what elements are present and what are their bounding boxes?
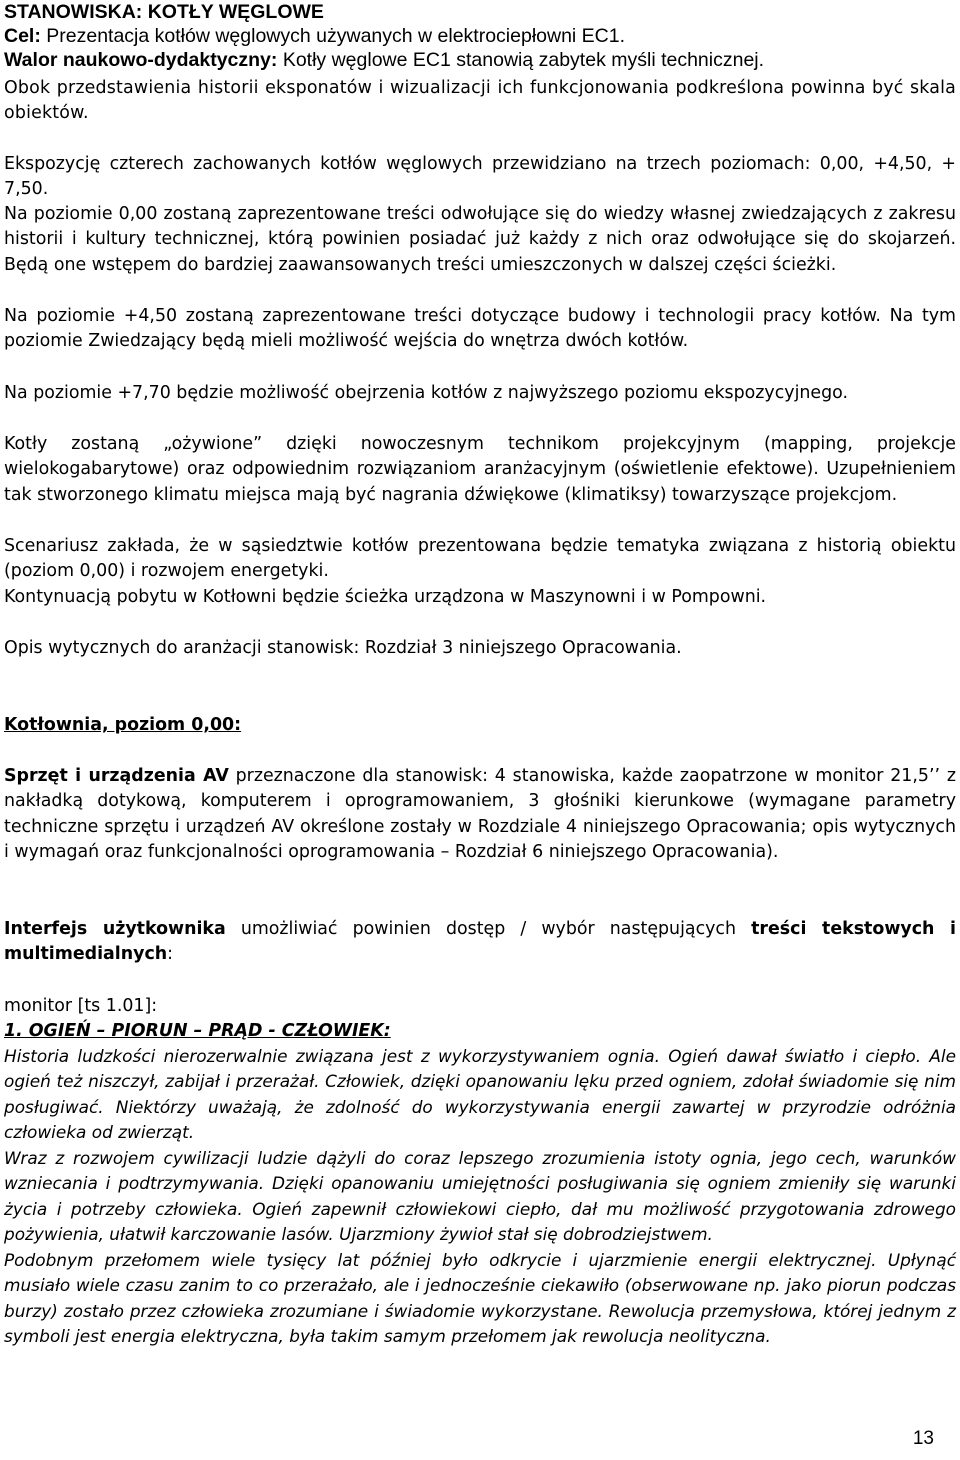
page-number: 13 [912, 1428, 934, 1449]
intro-paragraph-3: Na poziomie 0,00 zostaną zaprezentowane treści odwołujące się do wiedzy własnej zwiedzających z zakresu historii i kultury technicznej, którą powinien posiadać już każdy z nich oraz odwołujące się do skojarzeń. Będą one wstępem do bardziej zaawansowanych treści umieszczonych w dalszej części ścieżki. [4, 204, 956, 275]
goal-line: Cel: Prezentacja kotłów węglowych używanych w elektrociepłowni EC1. [4, 25, 626, 47]
topic-title: 1. OGIEŃ – PIORUN – PRĄD - CZŁOWIEK: [4, 1021, 391, 1041]
intro-paragraph-8: Kontynuacją pobytu w Kotłowni będzie ścieżka urządzona w Maszynowni i w Pompowni. [4, 587, 767, 607]
intro-paragraph-6: Kotły zostaną „ożywione” dzięki nowoczesnym technikom projekcyjnym (mapping, projekcje wielokogabarytowe) oraz odpowiednim rozwiązaniom aranżacyjnym (oświetlenie efektowe). Uzupełnieniem tak stworzonego klimatu miejsca mają być nagrania dźwiękowe (klimatiksy) towarzyszące projekcjom. [4, 434, 956, 505]
intro-paragraph-1: Obok przedstawienia historii eksponatów i wizualizacji ich funkcjonowania podkreślona powinna być skala obiektów. [4, 78, 956, 124]
page-title: STANOWISKA: KOTŁY WĘGLOWE [4, 1, 324, 23]
monitor-label: monitor [ts 1.01]: [4, 996, 158, 1016]
section-heading: Kotłownia, poziom 0,00: [4, 715, 242, 735]
intro-paragraph-9: Opis wytycznych do aranżacji stanowisk: Rozdział 3 niniejszego Opracowania. [4, 638, 682, 658]
intro-paragraph-7: Scenariusz zakłada, że w sąsiedztwie kotłów prezentowana będzie tematyka związana z historią obiektu (poziom 0,00) i rozwojem energetyki. [4, 536, 956, 582]
header-block [4, 0, 956, 72]
topic-paragraph-1: Historia ludzkości nierozerwalnie związana jest z wykorzystywaniem ognia. Ogień dawał światło i ciepło. Ale ogień też niszczył, zabijał i przerażał. Człowiek, dzięki opanowaniu lęku przed ogniem, zdołał świadomie się nim posługiwać. Niektórzy uważają, że zdolność do wykorzystywania energii zawartej w przyrodzie odróżnia człowieka od zwierząt. [4, 1046, 956, 1143]
value-line: Walor naukowo-dydaktyczny: Kotły węglowe EC1 stanowią zabytek myśli technicznej. [4, 49, 765, 71]
av-equipment-paragraph: Sprzęt i urządzenia AV przeznaczone dla stanowisk: 4 stanowiska, każde zaopatrzone w monitor 21,5’’ z nakładką dotykową, komputerem i oprogramowaniem, 3 głośniki kierunkowe (wymagane parametry techniczne sprzętu i urządzeń AV określone zostały w Rozdziale 4 niniejszego Opracowania; opis wytycznych i wymagań oraz funkcjonalności oprogramowania – Rozdział 6 niniejszego Opracowania). [4, 766, 956, 863]
user-interface-paragraph: Interfejs użytkownika umożliwiać powinien dostęp / wybór następujących treści tekstowych i multimedialnych: [4, 919, 956, 965]
topic-paragraph-2: Wraz z rozwojem cywilizacji ludzie dążyli do coraz lepszego zrozumienia istoty ognia, jego cech, warunków wzniecania i podtrzymywania. Dzięki opanowaniu umiejętności posługiwania się ogniem zmieniły się warunki życia i potrzeby człowieka. Ogień zapewnił człowiekowi ciepło, dał mu możliwość przygotowania zdrowego pożywienia, ułatwił karczowanie lasów. Ujarzmiony żywioł stał się dobrodziejstwem. [4, 1148, 956, 1245]
intro-paragraph-4: Na poziomie +4,50 zostaną zaprezentowane treści dotyczące budowy i technologii pracy kotłów. Na tym poziomie Zwiedzający będą mieli możliwość wejścia do wnętrza dwóch kotłów. [4, 306, 956, 352]
intro-paragraph-2: Ekspozycję czterech zachowanych kotłów węglowych przewidziano na trzech poziomach: 0,00, +4,50, + 7,50. [4, 154, 956, 200]
intro-paragraph-5: Na poziomie +7,70 będzie możliwość obejrzenia kotłów z najwyższego poziomu ekspozycyjnego. [4, 383, 849, 403]
topic-paragraph-3: Podobnym przełomem wiele tysięcy lat później było odkrycie i ujarzmienie energii elektrycznej. Upłynąć musiało wiele czasu zanim to co przerażało, ale i jednocześnie ciekawiło (obserwowane np. jako piorun podczas burzy) zostało przez człowieka zrozumiane i świadomie wykorzystane. Rewolucja przemysłowa, której jednym z symboli jest energia elektryczna, była takim samym przełomem jak rewolucja neolityczna. [4, 1250, 956, 1347]
